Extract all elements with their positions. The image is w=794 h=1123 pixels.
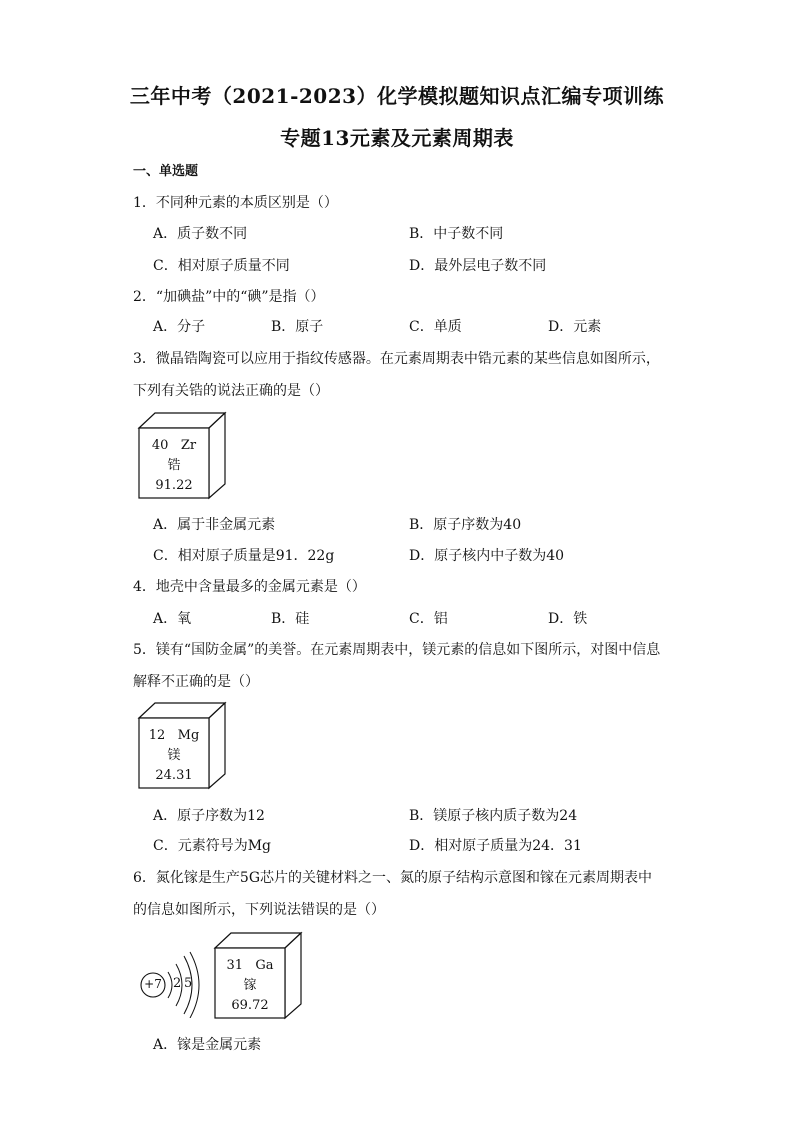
gallium-element-card [214, 932, 304, 1020]
q1-option-a[interactable]: A．质子数不同 [153, 226, 248, 242]
question-number: 5． [133, 642, 156, 658]
q4-option-b[interactable]: B．硅 [271, 611, 310, 627]
element-symbol: Zr [180, 438, 197, 453]
element-name: 镁 [167, 748, 181, 763]
section-heading: 一、单选题 [133, 164, 199, 179]
atomic-mass: 91.22 [155, 478, 193, 493]
element-symbol: Mg [177, 728, 200, 743]
q3-option-c[interactable]: C．相对原子质量是91．22g [153, 548, 335, 564]
q3-option-d[interactable]: D．原子核内中子数为40 [409, 548, 565, 564]
question-number: 4． [133, 579, 156, 595]
q3-option-b[interactable]: B．原子序数为40 [409, 517, 522, 533]
q4-option-c[interactable]: C．铝 [409, 611, 448, 627]
element-number-symbol [139, 726, 209, 746]
document-title-line1: 三年中考（2021-2023）化学模拟题知识点汇编专项训练 [129, 84, 665, 108]
element-number-symbol [139, 436, 209, 456]
question-text: 氮化镓是生产5G芯片的关键材料之一、氮的原子结构示意图和镓在元素周期表中 [155, 870, 653, 886]
element-number-symbol [215, 956, 285, 976]
atomic-number: 31 [226, 958, 243, 973]
q3-option-a[interactable]: A．属于非金属元素 [153, 517, 276, 533]
q2-option-a[interactable]: A．分子 [153, 319, 206, 335]
question-6-stem-line2: 的信息如图所示，下列说法错误的是（） [133, 902, 385, 918]
question-3-stem-line2: 下列有关锆的说法正确的是（） [133, 383, 329, 399]
shell-1-electrons: 2 [173, 976, 182, 991]
magnesium-element-card [138, 702, 228, 790]
q1-option-d[interactable]: D．最外层电子数不同 [409, 258, 547, 274]
q4-option-d[interactable]: D．铁 [548, 611, 588, 627]
question-number: 1． [133, 195, 156, 211]
question-4-stem [133, 576, 366, 596]
question-2-stem [133, 286, 325, 306]
atomic-mass: 69.72 [231, 998, 269, 1013]
nucleus-charge: +7 [144, 977, 162, 991]
q1-option-c[interactable]: C．相对原子质量不同 [153, 258, 290, 274]
question-text: 镁有“国防金属”的美誉。在元素周期表中，镁元素的信息如下图所示，对图中信息 [155, 642, 661, 658]
question-5-stem-line2: 解释不正确的是（） [133, 674, 259, 690]
zirconium-element-card [138, 412, 228, 500]
q4-option-a[interactable]: A．氧 [153, 611, 192, 627]
question-number: 2． [133, 289, 156, 305]
question-text: “加碘盐”中的“碘”是指（） [155, 289, 325, 305]
q1-option-b[interactable]: B．中子数不同 [409, 226, 504, 242]
question-number: 3． [133, 351, 156, 367]
q6-option-a[interactable]: A．镓是金属元素 [153, 1037, 262, 1053]
element-symbol: Ga [255, 958, 274, 973]
question-6-stem-line1 [133, 867, 652, 887]
q5-option-a[interactable]: A．原子序数为12 [153, 808, 265, 824]
question-3-stem-line1 [133, 348, 660, 368]
q5-option-d[interactable]: D．相对原子质量为24．31 [409, 838, 582, 854]
question-text: 不同种元素的本质区别是（） [155, 195, 338, 211]
question-5-stem-line1 [133, 639, 660, 659]
document-title-line2: 专题13元素及元素周期表 [280, 126, 514, 150]
question-text: 微晶锆陶瓷可以应用于指纹传感器。在元素周期表中锆元素的某些信息如图所示， [155, 351, 660, 367]
q5-option-c[interactable]: C．元素符号为Mg [153, 838, 272, 854]
q2-option-c[interactable]: C．单质 [409, 319, 462, 335]
element-name: 镓 [243, 978, 257, 993]
element-name: 锆 [167, 458, 181, 473]
question-number: 6． [133, 870, 156, 886]
question-1-stem [133, 192, 338, 212]
question-text: 地壳中含量最多的金属元素是（） [155, 579, 366, 595]
shell-2-electrons: 5 [184, 976, 193, 991]
atomic-mass: 24.31 [155, 768, 193, 783]
q2-option-b[interactable]: B．原子 [271, 319, 324, 335]
q5-option-b[interactable]: B．镁原子核内质子数为24 [409, 808, 578, 824]
nitrogen-atom-structure-diagram [138, 948, 208, 1018]
atomic-number: 12 [148, 728, 166, 743]
q2-option-d[interactable]: D．元素 [548, 319, 602, 335]
atomic-number: 40 [151, 438, 169, 453]
